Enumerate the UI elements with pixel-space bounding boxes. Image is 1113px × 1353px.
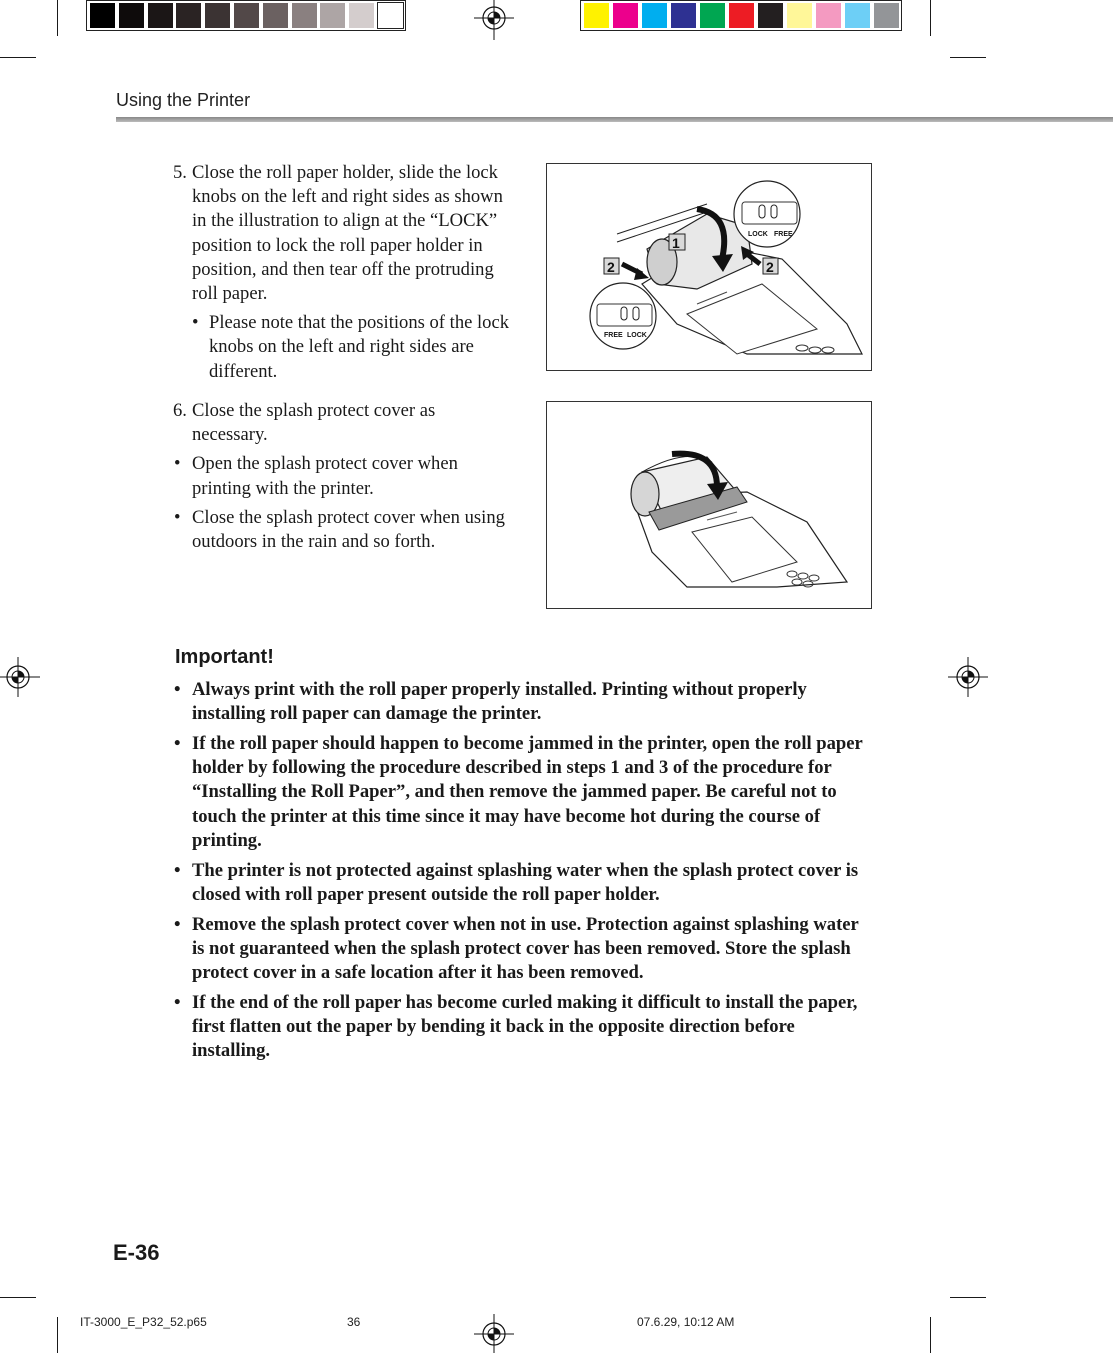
bullet: • xyxy=(192,312,199,334)
important-list xyxy=(173,678,873,1069)
color-swatch xyxy=(787,3,812,28)
crop-mark xyxy=(57,1317,58,1353)
bullet: • xyxy=(174,913,181,935)
color-swatch xyxy=(320,3,345,28)
bullet: • xyxy=(174,506,181,528)
color-swatch xyxy=(205,3,230,28)
registration-mark-icon xyxy=(474,1314,514,1353)
color-swatch xyxy=(148,3,173,28)
bullet: • xyxy=(174,453,181,475)
important-item-text: Remove the splash protect cover when not in use. Protection against splashing water is not guaranteed when the splash protect cover has been removed. Store the splash protect cover in a safe location after it has been removed. xyxy=(192,913,859,984)
step-bullet xyxy=(173,452,513,500)
left-knob-lock-label: LOCK xyxy=(627,332,647,339)
file-name: IT-3000_E_P32_52.p65 xyxy=(80,1315,207,1329)
color-swatch xyxy=(119,3,144,28)
step-note-text: Please note that the positions of the lock knobs on the left and right sides are different. xyxy=(209,312,510,382)
registration-mark-icon xyxy=(474,0,514,40)
step-bullet-text: Close the splash protect cover when using outdoors in the rain and so forth. xyxy=(192,506,505,553)
color-swatch xyxy=(642,3,667,28)
color-swatch xyxy=(378,3,403,28)
lock-knob-illustration xyxy=(546,163,872,371)
color-swatch xyxy=(90,3,115,28)
crop-mark xyxy=(930,0,931,36)
callout-2-right: 2 xyxy=(766,259,774,275)
crop-mark xyxy=(950,57,986,58)
callout-1: 1 xyxy=(672,235,680,251)
important-item xyxy=(173,991,873,1064)
bullet: • xyxy=(174,733,181,754)
important-item xyxy=(173,913,873,986)
left-knob-free-label: FREE xyxy=(604,332,623,339)
printer-lock-diagram xyxy=(547,164,871,370)
color-swatch xyxy=(584,3,609,28)
section-title: Using the Printer xyxy=(116,90,251,110)
color-swatch xyxy=(176,3,201,28)
color-swatch xyxy=(729,3,754,28)
color-swatch xyxy=(816,3,841,28)
bullet: • xyxy=(174,679,181,700)
important-item-text: If the roll paper should happen to become jammed in the printer, open the roll paper holder by following the procedure described in steps 1 and 3 of the procedure for “Installing the Roll Paper”, and then remove the jammed paper. Be careful not to touch the printer at this time since it may have become hot during the course of printing. xyxy=(192,733,863,851)
important-item xyxy=(173,732,873,853)
step-number: 5. xyxy=(173,162,187,183)
crop-mark xyxy=(930,1317,931,1353)
sheet-number: 36 xyxy=(347,1315,361,1329)
crop-mark xyxy=(0,1297,36,1298)
color-swatch xyxy=(874,3,899,28)
color-swatch xyxy=(292,3,317,28)
important-item-text: Always print with the roll paper properly installed. Printing without properly installing roll paper can damage the printer. xyxy=(192,679,807,725)
registration-mark-icon xyxy=(0,657,40,697)
important-heading: Important! xyxy=(175,646,274,668)
color-swatch xyxy=(845,3,870,28)
crop-mark xyxy=(57,0,58,36)
splash-cover-diagram xyxy=(547,402,871,608)
step-note xyxy=(173,311,513,384)
color-swatch xyxy=(671,3,696,28)
header-rule xyxy=(116,117,1113,122)
step-bullet-text: Open the splash protect cover when printing with the printer. xyxy=(192,453,458,499)
page-number: E-36 xyxy=(113,1240,160,1265)
color-swatch xyxy=(349,3,374,28)
gray-color-bar xyxy=(86,0,406,31)
timestamp: 07.6.29, 10:12 AM xyxy=(637,1315,735,1329)
step-bullet xyxy=(173,506,513,554)
step-5 xyxy=(173,161,513,384)
right-knob-free-label: FREE xyxy=(774,231,793,238)
important-item xyxy=(173,678,873,726)
color-swatch xyxy=(234,3,259,28)
important-item-text: The printer is not protected against splashing water when the splash protect cover is closed with roll paper present outside the roll paper holder. xyxy=(192,859,859,905)
step-text: Close the splash protect cover as necessary. xyxy=(192,400,436,446)
color-swatch xyxy=(758,3,783,28)
bullet: • xyxy=(174,859,181,881)
crop-mark xyxy=(950,1297,986,1298)
step-text: Close the roll paper holder, slide the lock knobs on the left and right sides as shown in the illustration to align at the “LOCK” position to lock the roll paper holder in position, and then tear off the protruding roll paper. xyxy=(192,162,503,305)
right-knob-lock-label: LOCK xyxy=(748,231,768,238)
registration-mark-icon xyxy=(948,657,988,697)
step-number: 6. xyxy=(173,400,187,421)
step-6 xyxy=(173,399,513,554)
color-swatch xyxy=(263,3,288,28)
process-color-bar xyxy=(580,0,902,31)
important-item-text: If the end of the roll paper has become curled making it difficult to install the paper, first flatten out the paper by bending it back in the opposite direction before installing. xyxy=(192,991,858,1062)
important-item xyxy=(173,859,873,907)
bullet: • xyxy=(174,991,181,1013)
splash-cover-illustration xyxy=(546,401,872,609)
color-swatch xyxy=(613,3,638,28)
color-swatch xyxy=(700,3,725,28)
crop-mark xyxy=(0,57,36,58)
callout-2-left: 2 xyxy=(607,259,615,275)
